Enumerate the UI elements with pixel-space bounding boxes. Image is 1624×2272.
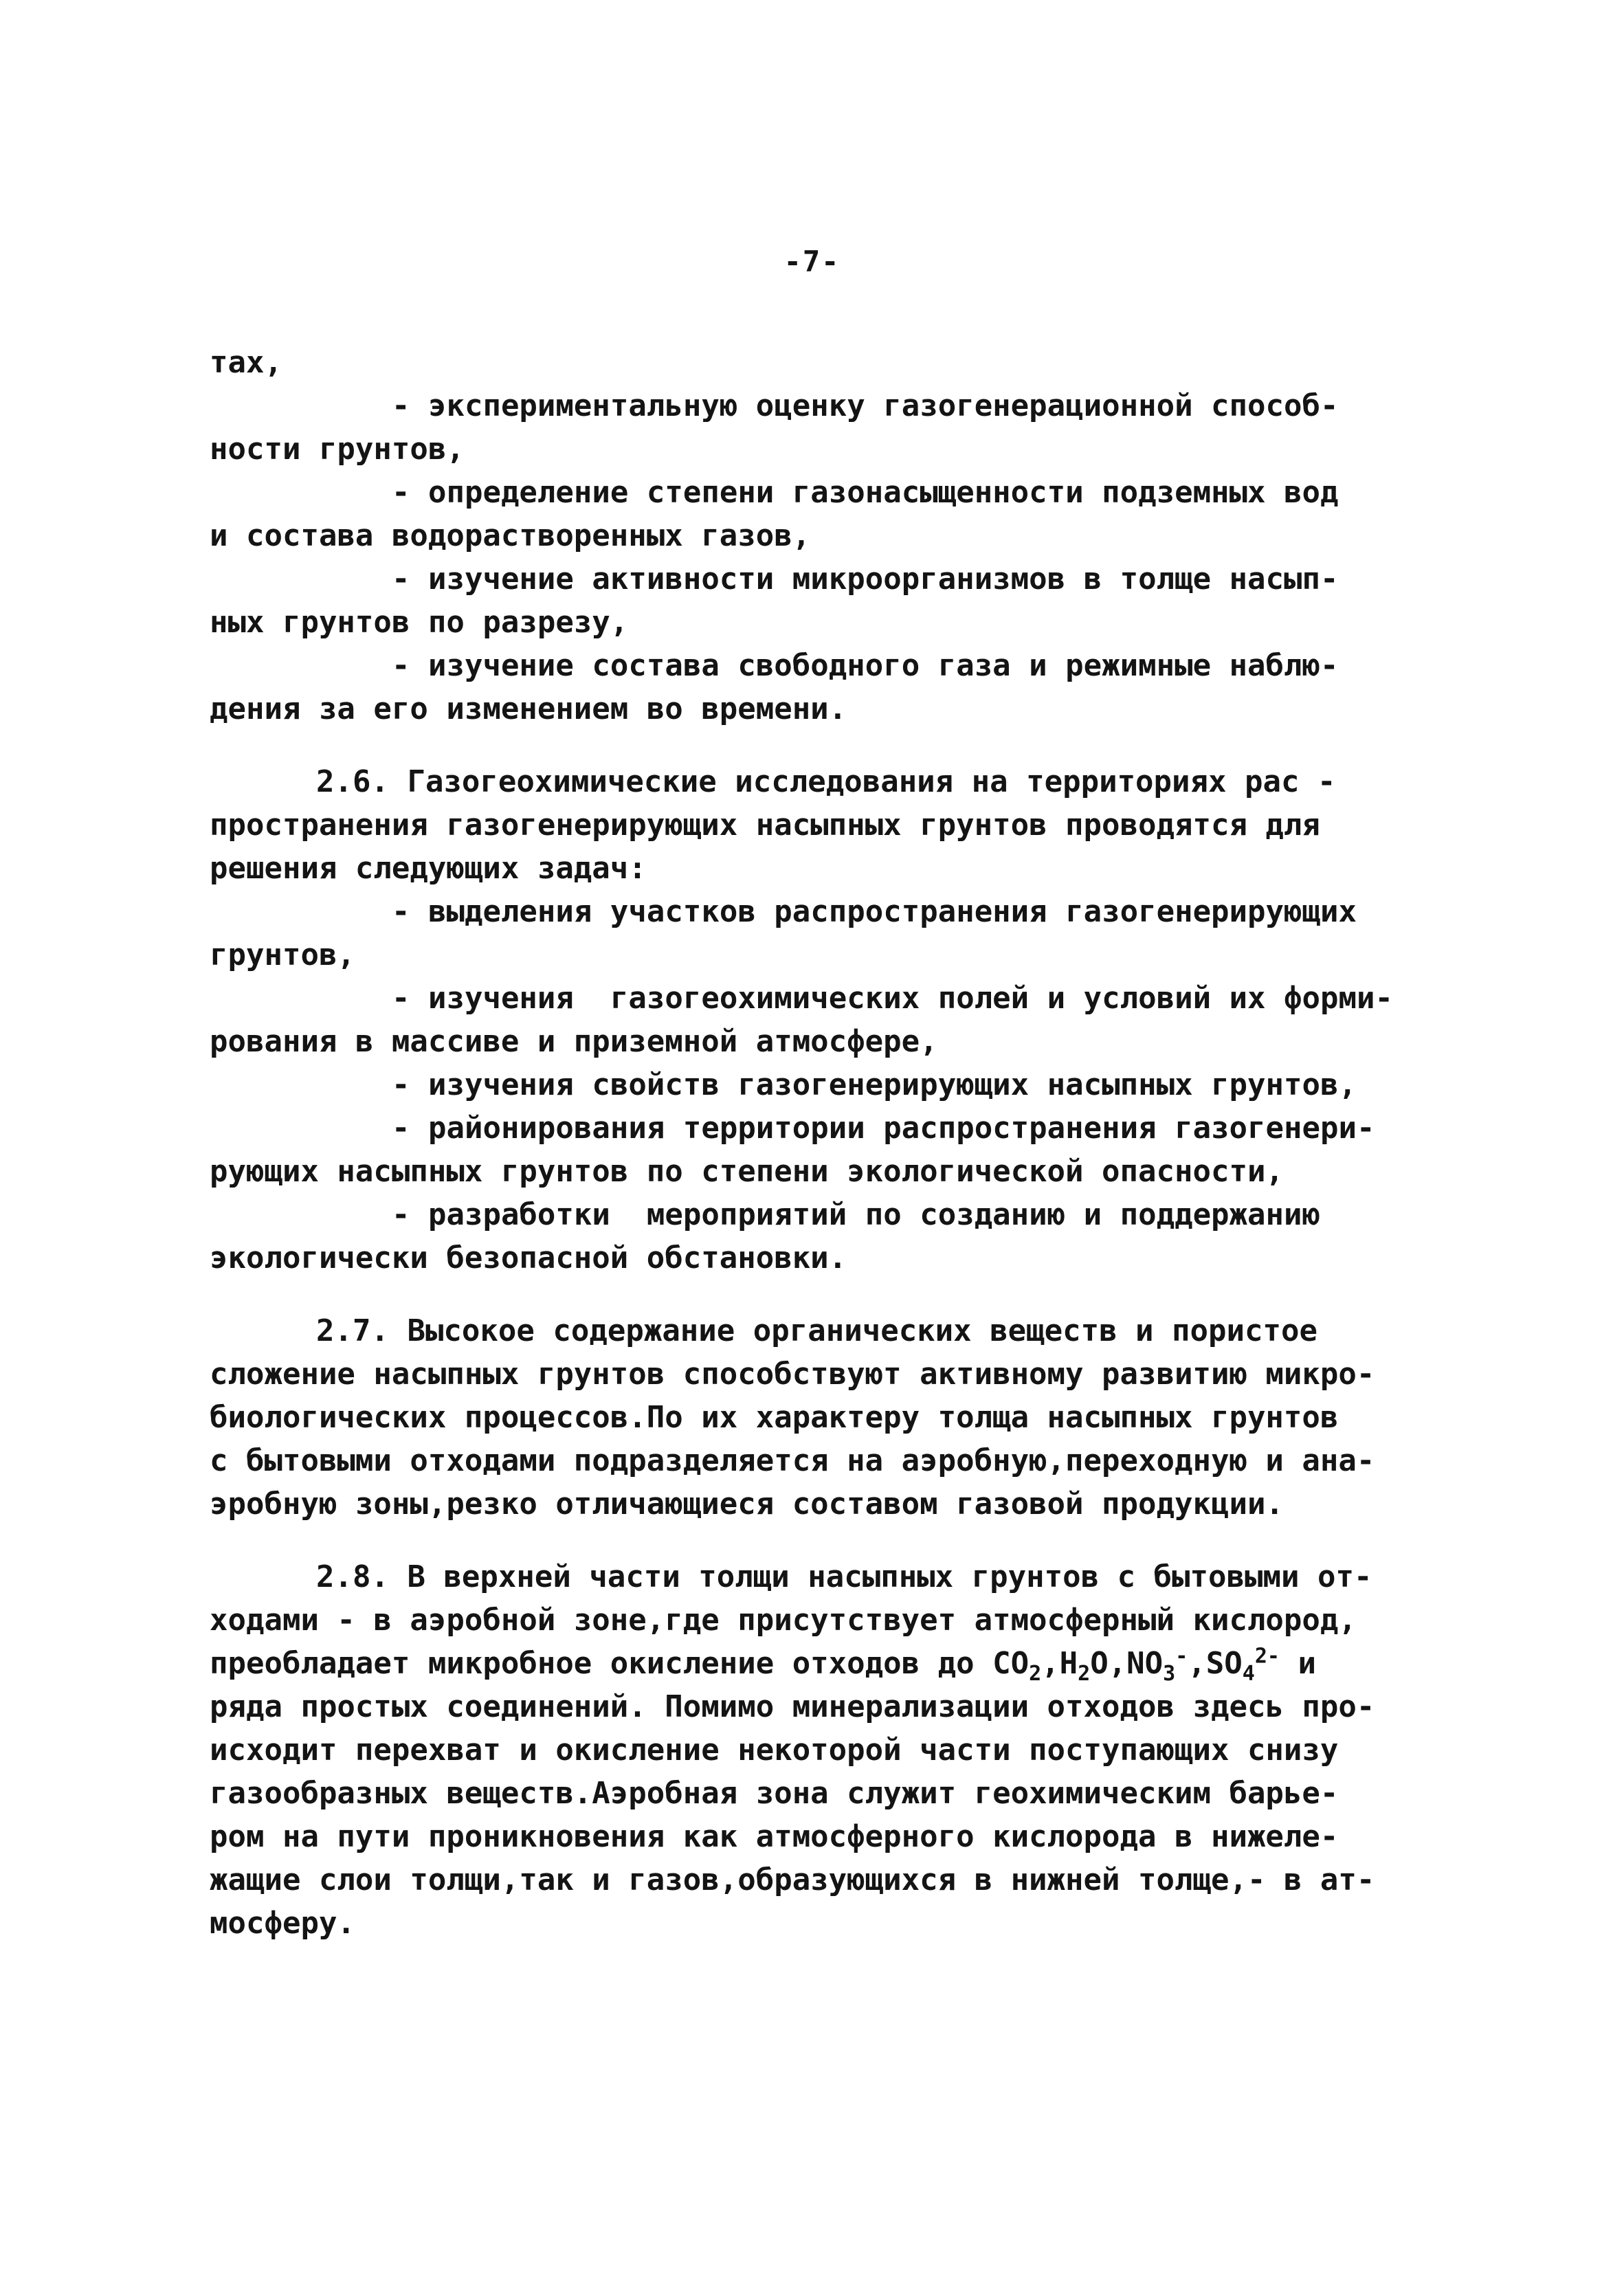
formula-sub: 4 xyxy=(1242,1661,1255,1686)
list-item: - изучение активности микроорганизмов в толще насып- xyxy=(392,561,1339,597)
paragraph-start: 2.6. Газогеохимические исследования на территориях рас - xyxy=(316,764,1336,799)
list-item: - изучения свойств газогенерирующих насыпных грунтов, xyxy=(392,1067,1357,1102)
text-line: ходами - в аэробной зоне,где присутствует атмосферный кислород, xyxy=(210,1603,1357,1638)
formula-h: ,H xyxy=(1041,1646,1078,1681)
text-line: ности грунтов, xyxy=(210,432,465,467)
text-line: решения следующих задач: xyxy=(210,851,647,886)
text-line: ных грунтов по разрезу, xyxy=(210,605,629,640)
text-line: рующих насыпных грунтов по степени экологической опасности, xyxy=(210,1154,1284,1189)
paragraph-start: 2.8. В верхней части толщи насыпных грунтов с бытовыми от- xyxy=(316,1559,1372,1594)
formula-line xyxy=(210,1643,1316,1684)
text-line: дения за его изменением во времени. xyxy=(210,691,847,726)
text-line: биологических процессов.По их характеру толща насыпных грунтов xyxy=(210,1400,1339,1435)
formula-no: O,NO xyxy=(1090,1646,1164,1681)
formula-sup: 2- xyxy=(1254,1644,1280,1669)
text-line: эробную зоны,резко отличающиеся составом газовой продукции. xyxy=(210,1486,1284,1522)
formula-co: CO xyxy=(992,1646,1030,1681)
text-fragment: и xyxy=(1279,1646,1316,1681)
list-item: - выделения участков распространения газогенерирующих xyxy=(392,894,1357,929)
text-line: с бытовыми отходами подразделяется на аэробную,переходную и ана- xyxy=(210,1443,1375,1478)
formula-sub: 3 xyxy=(1163,1661,1176,1686)
text-line: ром на пути проникновения как атмосферного кислорода в нижеле- xyxy=(210,1819,1339,1854)
text-line: рования в массиве и приземной атмосфере, xyxy=(210,1024,938,1059)
text-line: экологически безопасной обстановки. xyxy=(210,1240,847,1276)
text-line: мосферу. xyxy=(210,1906,355,1941)
text-line: тах, xyxy=(210,345,282,380)
list-item: - районирования территории распространения газогенери- xyxy=(392,1111,1375,1146)
formula-sub: 2 xyxy=(1029,1661,1042,1686)
text-line: ряда простых соединений. Помимо минерализации отходов здесь про- xyxy=(210,1689,1375,1724)
formula-sup: - xyxy=(1175,1644,1188,1669)
list-item: - изучение состава свободного газа и режимные наблю- xyxy=(392,648,1339,683)
page-number: -7- xyxy=(783,245,841,278)
text-line: жащие слои толщи,так и газов,образующихся в нижней толще,- в ат- xyxy=(210,1862,1375,1897)
paragraph-start: 2.7. Высокое содержание органических веществ и пористое xyxy=(316,1313,1317,1348)
text-line: сложение насыпных грунтов способствуют активному развитию микро- xyxy=(210,1357,1375,1392)
text-line: грунтов, xyxy=(210,937,355,972)
formula-sub: 2 xyxy=(1078,1661,1091,1686)
list-item: - разработки мероприятий по созданию и поддержанию xyxy=(392,1197,1321,1232)
list-item: - экспериментальную оценку газогенерационной способ- xyxy=(392,388,1339,423)
text-line: исходит перехват и окисление некоторой части поступающих снизу xyxy=(210,1733,1339,1768)
list-item: - определение степени газонасыщенности подземных вод xyxy=(392,475,1339,510)
formula xyxy=(992,1644,1316,1686)
text-line: газообразных веществ.Аэробная зона служит геохимическим барье- xyxy=(210,1776,1339,1811)
list-item: - изучения газогеохимических полей и условий их форми- xyxy=(392,981,1393,1016)
text-fragment: преобладает микробное окисление отходов до xyxy=(210,1646,993,1681)
text-line: и состава водорастворенных газов, xyxy=(210,518,811,553)
text-line: пространения газогенерирующих насыпных грунтов проводятся для xyxy=(210,808,1320,843)
formula-so: ,SO xyxy=(1188,1646,1243,1681)
